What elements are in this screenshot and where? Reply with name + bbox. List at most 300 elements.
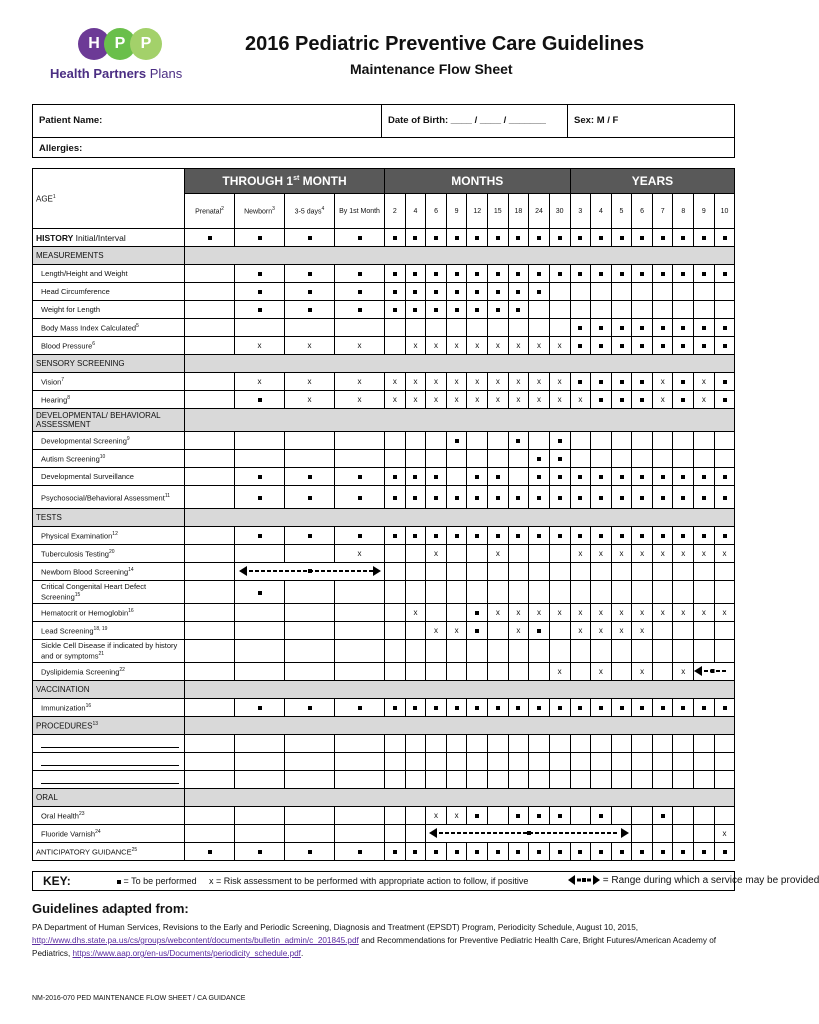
schedule-cell <box>529 373 550 391</box>
square-mark <box>537 814 541 818</box>
schedule-cell <box>529 622 550 640</box>
schedule-cell <box>529 699 550 717</box>
schedule-cell <box>446 663 467 681</box>
schedule-cell <box>235 735 285 753</box>
schedule-cell <box>694 663 735 681</box>
schedule-cell <box>529 563 550 581</box>
schedule-cell <box>488 699 509 717</box>
schedule-cell <box>694 699 715 717</box>
schedule-cell <box>508 753 529 771</box>
schedule-cell <box>632 825 653 843</box>
x-mark: x <box>434 341 439 350</box>
schedule-cell <box>405 604 426 622</box>
schedule-cell <box>488 283 509 301</box>
schedule-cell <box>549 450 570 468</box>
schedule-cell <box>508 373 529 391</box>
schedule-cell <box>235 391 285 409</box>
schedule-cell <box>632 283 653 301</box>
schedule-cell <box>426 843 447 861</box>
schedule-cell <box>714 527 735 545</box>
schedule-cell <box>652 265 673 283</box>
x-mark: x <box>578 549 583 558</box>
square-mark <box>640 706 644 710</box>
range-arrow-icon <box>568 875 600 885</box>
group-header <box>185 169 385 194</box>
schedule-cell <box>549 432 570 450</box>
square-mark <box>434 850 438 854</box>
schedule-cell <box>385 640 406 663</box>
schedule-cell <box>467 527 488 545</box>
schedule-cell <box>652 337 673 355</box>
key-legend <box>32 871 819 891</box>
schedule-cell <box>570 468 591 486</box>
schedule-cell <box>714 563 735 581</box>
schedule-cell <box>185 468 235 486</box>
schedule-cell <box>632 581 653 604</box>
schedule-cell <box>570 735 591 753</box>
square-mark <box>258 475 262 479</box>
schedule-cell <box>335 319 385 337</box>
schedule-cell <box>426 604 447 622</box>
schedule-cell <box>235 337 285 355</box>
square-mark <box>308 272 312 276</box>
schedule-cell <box>611 581 632 604</box>
schedule-cell <box>426 699 447 717</box>
schedule-cell <box>611 545 632 563</box>
x-mark: x <box>413 341 418 350</box>
schedule-cell <box>285 843 335 861</box>
square-mark <box>599 475 603 479</box>
section-row <box>33 355 735 373</box>
square-mark <box>723 326 727 330</box>
schedule-cell <box>570 622 591 640</box>
service-row <box>33 527 735 545</box>
square-mark <box>475 706 479 710</box>
procedure-blank-line[interactable] <box>41 739 179 748</box>
schedule-cell <box>694 391 715 409</box>
schedule-cell <box>694 807 715 825</box>
schedule-cell <box>335 432 385 450</box>
schedule-cell <box>632 753 653 771</box>
age-column-header <box>405 194 426 229</box>
schedule-cell <box>335 640 385 663</box>
schedule-cell <box>285 301 335 319</box>
schedule-cell <box>426 432 447 450</box>
square-mark <box>620 496 624 500</box>
schedule-cell <box>426 319 447 337</box>
schedule-cell <box>673 432 694 450</box>
dhs-link[interactable]: http://www.dhs.state.pa.us/cs/groups/webcontent/documents/bulletin_admin/c_201845.pdf <box>32 936 359 945</box>
schedule-cell <box>467 283 488 301</box>
schedule-cell <box>446 807 467 825</box>
schedule-cell <box>591 391 612 409</box>
section-fill <box>185 789 735 807</box>
square-mark <box>661 496 665 500</box>
square-mark <box>661 236 665 240</box>
schedule-cell <box>235 753 285 771</box>
schedule-cell <box>611 563 632 581</box>
square-mark <box>455 534 459 538</box>
schedule-cell <box>570 391 591 409</box>
schedule-cell <box>185 735 235 753</box>
schedule-cell <box>385 450 406 468</box>
schedule-cell <box>285 545 335 563</box>
schedule-cell <box>488 337 509 355</box>
service-label: Immunization <box>41 703 86 713</box>
schedule-cell <box>235 640 285 663</box>
schedule-cell <box>488 432 509 450</box>
service-row <box>33 622 735 640</box>
square-mark <box>475 475 479 479</box>
age-column-header <box>285 194 335 229</box>
schedule-cell <box>694 604 715 622</box>
aap-link[interactable]: https://www.aap.org/en-us/Documents/periodicity_schedule.pdf <box>72 949 301 958</box>
schedule-cell <box>185 432 235 450</box>
service-label: Lead Screening <box>41 626 94 636</box>
schedule-cell <box>467 735 488 753</box>
square-mark <box>455 706 459 710</box>
x-mark: x <box>701 608 706 617</box>
schedule-cell <box>673 581 694 604</box>
schedule-cell <box>570 373 591 391</box>
schedule-cell <box>714 807 735 825</box>
square-mark <box>516 290 520 294</box>
schedule-cell <box>714 319 735 337</box>
schedule-cell <box>405 468 426 486</box>
square-mark <box>413 850 417 854</box>
schedule-cell <box>235 622 285 640</box>
footnote-ref: 5 <box>136 322 139 329</box>
row-label <box>33 807 185 825</box>
schedule-cell <box>446 265 467 283</box>
schedule-cell <box>694 450 715 468</box>
x-mark: x <box>495 608 500 617</box>
footnote-ref: 6 <box>92 340 96 347</box>
schedule-cell <box>652 283 673 301</box>
service-label: Oral Health <box>41 811 79 821</box>
x-mark: x <box>598 626 603 635</box>
row-label <box>33 604 185 622</box>
schedule-cell <box>694 319 715 337</box>
schedule-cell <box>611 391 632 409</box>
square-mark <box>599 496 603 500</box>
schedule-cell <box>652 301 673 319</box>
square-mark <box>620 326 624 330</box>
schedule-cell <box>446 581 467 604</box>
age-column-header <box>335 194 385 229</box>
x-mark: x <box>413 395 418 404</box>
schedule-cell <box>611 604 632 622</box>
square-mark <box>723 236 727 240</box>
square-mark <box>640 850 644 854</box>
schedule-cell <box>694 283 715 301</box>
schedule-cell <box>185 373 235 391</box>
square-mark <box>475 534 479 538</box>
x-mark: x <box>413 377 418 386</box>
square-mark <box>599 272 603 276</box>
age-column-label: 5 <box>619 207 624 215</box>
row-label <box>33 581 185 604</box>
schedule-cell <box>673 468 694 486</box>
schedule-cell <box>285 640 335 663</box>
schedule-cell <box>632 391 653 409</box>
schedule-cell <box>488 450 509 468</box>
schedule-cell <box>529 265 550 283</box>
square-mark <box>475 236 479 240</box>
schedule-cell <box>694 432 715 450</box>
x-mark: x <box>578 395 583 404</box>
x-mark: x <box>495 395 500 404</box>
schedule-cell <box>385 663 406 681</box>
schedule-cell <box>714 265 735 283</box>
schedule-cell <box>694 581 715 604</box>
schedule-cell <box>488 640 509 663</box>
schedule-cell <box>549 771 570 789</box>
age-column-label: 6 <box>434 207 438 215</box>
schedule-cell <box>405 527 426 545</box>
allergies-field[interactable]: Allergies: <box>39 143 83 154</box>
square-mark <box>496 706 500 710</box>
range-arrow <box>429 828 629 838</box>
x-mark: x <box>722 829 727 838</box>
schedule-cell <box>467 319 488 337</box>
square-mark <box>620 850 624 854</box>
schedule-cell <box>446 301 467 319</box>
schedule-cell <box>673 391 694 409</box>
square-mark <box>208 236 212 240</box>
schedule-cell <box>508 283 529 301</box>
schedule-cell <box>591 843 612 861</box>
schedule-cell <box>385 825 406 843</box>
schedule-cell <box>405 450 426 468</box>
age-column-header <box>426 194 447 229</box>
age-column-label: 9 <box>701 207 706 215</box>
square-mark <box>258 308 262 312</box>
schedule-cell <box>426 265 447 283</box>
patient-name-field[interactable]: Patient Name: <box>33 105 382 137</box>
square-mark <box>496 236 500 240</box>
schedule-cell <box>714 735 735 753</box>
schedule-cell <box>570 604 591 622</box>
schedule-cell <box>549 843 570 861</box>
schedule-cell <box>405 771 426 789</box>
square-mark <box>578 496 582 500</box>
schedule-cell <box>426 301 447 319</box>
square-mark <box>208 850 212 854</box>
square-mark <box>702 272 706 276</box>
schedule-cell <box>652 527 673 545</box>
schedule-cell <box>652 753 673 771</box>
schedule-cell <box>426 622 447 640</box>
schedule-cell <box>185 301 235 319</box>
schedule-cell <box>549 699 570 717</box>
schedule-cell <box>549 527 570 545</box>
schedule-cell <box>405 229 426 247</box>
schedule-cell <box>632 604 653 622</box>
schedule-cell <box>335 843 385 861</box>
schedule-cell <box>508 391 529 409</box>
schedule-cell <box>570 545 591 563</box>
schedule-cell <box>405 825 426 843</box>
square-icon <box>117 880 121 884</box>
schedule-cell <box>549 735 570 753</box>
schedule-cell <box>405 563 426 581</box>
service-row <box>33 301 735 319</box>
service-row <box>33 391 735 409</box>
schedule-cell <box>694 337 715 355</box>
schedule-cell <box>235 527 285 545</box>
schedule-cell <box>285 604 335 622</box>
age-column-header <box>694 194 715 229</box>
schedule-cell <box>673 373 694 391</box>
schedule-cell <box>185 527 235 545</box>
procedure-blank-line[interactable] <box>41 775 179 784</box>
square-mark <box>723 496 727 500</box>
footnote-ref: 8 <box>67 394 71 401</box>
schedule-cell <box>285 283 335 301</box>
key-title: KEY: <box>43 874 71 888</box>
service-label: Fluoride Varnish <box>41 829 96 839</box>
date-of-birth-field[interactable]: Date of Birth: ____ / ____ / _______ <box>382 105 568 137</box>
schedule-cell <box>673 337 694 355</box>
schedule-cell <box>549 622 570 640</box>
x-mark: x <box>434 549 439 558</box>
schedule-cell <box>714 699 735 717</box>
schedule-cell <box>285 450 335 468</box>
schedule-cell <box>632 319 653 337</box>
schedule-cell <box>467 699 488 717</box>
schedule-cell <box>446 337 467 355</box>
service-row <box>33 771 735 789</box>
service-label: Tuberculosis Testing <box>41 549 109 559</box>
schedule-cell <box>570 450 591 468</box>
section-title: MEASUREMENTS <box>36 251 104 260</box>
schedule-cell <box>591 604 612 622</box>
procedure-blank-line[interactable] <box>41 757 179 766</box>
age-column-header <box>632 194 653 229</box>
x-mark: x <box>434 811 439 820</box>
sex-field[interactable]: Sex: M / F <box>574 115 619 126</box>
schedule-cell <box>632 229 653 247</box>
schedule-cell <box>285 337 335 355</box>
square-mark <box>393 308 397 312</box>
square-mark <box>358 496 362 500</box>
x-mark: x <box>392 395 397 404</box>
schedule-cell <box>508 301 529 319</box>
square-mark <box>434 706 438 710</box>
schedule-cell <box>570 581 591 604</box>
square-mark <box>516 308 520 312</box>
schedule-cell <box>632 699 653 717</box>
row-label <box>33 622 185 640</box>
service-row <box>33 229 735 247</box>
square-mark <box>681 344 685 348</box>
schedule-cell <box>694 373 715 391</box>
x-mark: x <box>413 608 418 617</box>
age-column-header <box>652 194 673 229</box>
schedule-cell <box>529 807 550 825</box>
schedule-cell <box>591 486 612 509</box>
x-mark: x <box>454 395 459 404</box>
age-column-label: 10 <box>720 207 729 215</box>
schedule-cell <box>185 771 235 789</box>
square-mark <box>496 272 500 276</box>
square-mark <box>496 850 500 854</box>
service-row <box>33 450 735 468</box>
square-mark <box>455 496 459 500</box>
schedule-cell <box>652 545 673 563</box>
square-mark <box>702 534 706 538</box>
schedule-cell <box>235 301 285 319</box>
schedule-cell <box>488 663 509 681</box>
schedule-cell <box>549 337 570 355</box>
service-label: Physical Examination <box>41 531 113 541</box>
age-column-label: 3 <box>578 207 583 215</box>
schedule-cell <box>694 563 715 581</box>
square-mark <box>537 706 541 710</box>
section-label <box>33 717 185 735</box>
square-mark <box>434 496 438 500</box>
square-mark <box>599 236 603 240</box>
footnote-ref: 24 <box>95 828 101 835</box>
x-mark: x <box>619 549 624 558</box>
schedule-cell <box>673 735 694 753</box>
schedule-cell <box>426 486 447 509</box>
service-row <box>33 468 735 486</box>
schedule-cell <box>405 663 426 681</box>
schedule-cell <box>385 604 406 622</box>
schedule-cell <box>652 432 673 450</box>
x-mark: x <box>537 608 541 617</box>
schedule-cell <box>591 699 612 717</box>
schedule-cell <box>426 735 447 753</box>
age-column-label: 7 <box>660 207 665 215</box>
schedule-cell <box>426 663 447 681</box>
schedule-cell <box>335 771 385 789</box>
square-mark <box>258 290 262 294</box>
row-label <box>33 825 185 843</box>
schedule-cell <box>652 450 673 468</box>
square-mark <box>308 496 312 500</box>
schedule-cell <box>185 283 235 301</box>
schedule-cell <box>488 319 509 337</box>
schedule-cell <box>529 640 550 663</box>
age-column-label: 30 <box>555 207 564 215</box>
adapted-title: Guidelines adapted from: <box>32 901 189 916</box>
service-label: Autism Screening <box>41 454 100 464</box>
group-label-tail: MONTH <box>299 174 347 188</box>
square-mark <box>516 439 520 443</box>
square-mark <box>599 326 603 330</box>
schedule-cell <box>508 771 529 789</box>
schedule-cell <box>673 563 694 581</box>
schedule-cell <box>285 753 335 771</box>
square-mark <box>661 272 665 276</box>
x-mark: x <box>557 341 562 350</box>
schedule-cell <box>591 545 612 563</box>
square-mark <box>723 850 727 854</box>
schedule-cell <box>673 825 694 843</box>
schedule-cell <box>335 486 385 509</box>
schedule-cell <box>488 622 509 640</box>
footnote-ref: 23 <box>78 810 85 817</box>
schedule-cell <box>235 604 285 622</box>
schedule-cell <box>714 753 735 771</box>
schedule-cell <box>714 622 735 640</box>
footnote-ref: 25 <box>131 846 138 853</box>
square-mark <box>723 398 727 402</box>
section-label <box>33 409 185 432</box>
